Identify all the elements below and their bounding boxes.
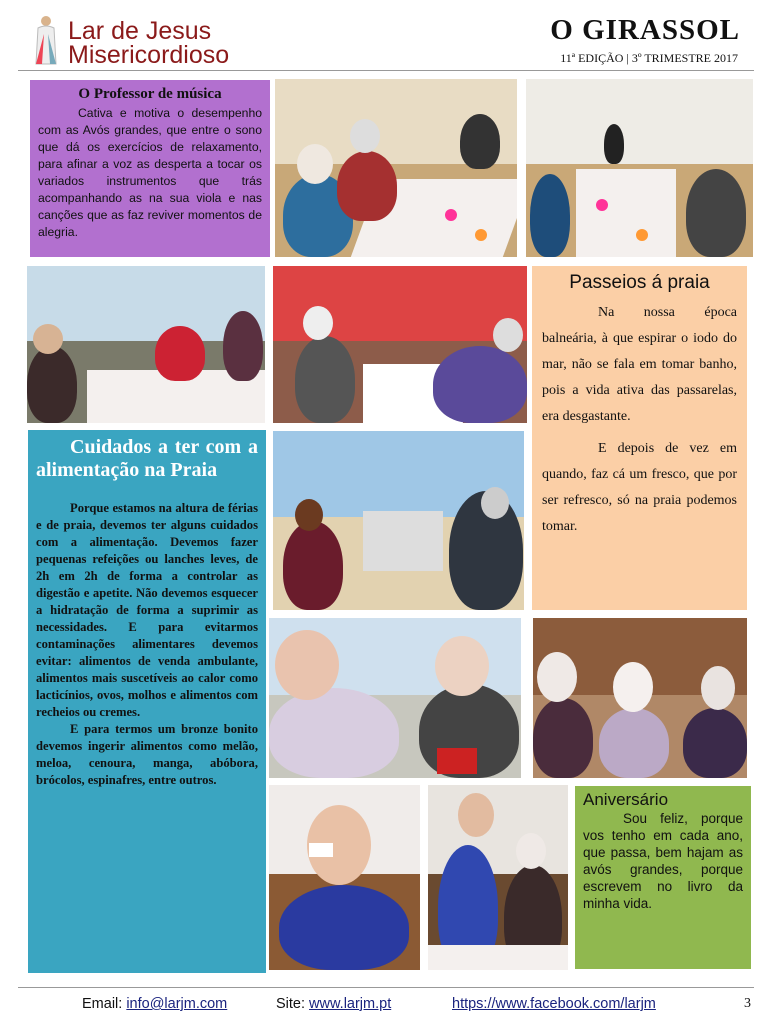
site-link[interactable]: www.larjm.pt (309, 996, 392, 1012)
site-label: Site: (276, 996, 306, 1012)
footer-divider (18, 987, 754, 988)
photo-ladies-outdoor (269, 618, 521, 778)
photo-ladies-indoor (533, 618, 747, 778)
organization-name-line2: Misericordioso (68, 41, 230, 69)
photo-beach-cafe-1 (27, 266, 265, 423)
photo-birthday-lady-card (269, 785, 420, 970)
page-number: 3 (744, 996, 751, 1011)
footer-facebook (452, 996, 656, 1012)
facebook-link[interactable]: https://www.facebook.com/larjm (452, 996, 656, 1012)
header-divider (18, 70, 754, 71)
edition-line: 11ª EDIÇÃO | 3º TRIMESTRE 2017 (560, 51, 738, 65)
jesus-figure-logo (32, 14, 60, 66)
email-link[interactable]: info@larjm.com (126, 996, 228, 1012)
beach-walks-box (532, 266, 747, 610)
birthday-text: Sou feliz, porque vos tenho em cada ano, que passa, bem hajam as avós grandes, porque escrevem no livro da minha vida. (583, 811, 743, 911)
photo-music-session-1 (275, 79, 517, 257)
birthday-box (575, 786, 751, 969)
music-teacher-box (30, 80, 270, 257)
music-text: Cativa e motiva o desempenho com as Avós grandes, que entre o sono que dá os exercícios de relaxamento, para afinar a voz as desperta a tocar os variados instrumentos que trás acompanhando as na sua viola e nas canções que as faz reviver momentos de alegria. (38, 106, 262, 239)
footer-site (276, 996, 391, 1012)
photo-music-session-2 (526, 79, 753, 257)
beach-food-care-box (28, 430, 266, 973)
photo-beach-terrace (273, 431, 524, 610)
email-label: Email: (82, 996, 123, 1012)
newsletter-title: O GIRASSOL (550, 14, 740, 46)
food-paragraph-1: Porque estamos na altura de férias e de praia, devemos ter alguns cuidados com a alimentação. Devemos fazer pequenas refeições ou lanches leves, de 2h em 2h de forma a controlar as digestão e apetite. Não devemos esquecer a hidratação de forma a suprimir as necessidades. E para evitarmos contaminações alimentares devemos evitar: alimentos de venda ambulante, alimentos mais suscetíveis ao calor como lacticínios, ovos, molhos e alimentos com recheios ou cremes. (36, 501, 258, 719)
birthday-title: Aniversário (583, 790, 669, 809)
music-title: O Professor de música (78, 86, 222, 102)
beach-paragraph-2: E depois de vez em quando, faz cá um fresco, que por ser refresco, só na praia podemos tomar. (542, 441, 737, 534)
food-title: Cuidados a ter com a alimentação na Praia (36, 436, 258, 481)
beach-paragraph-1: Na nossa época balneária, à que espirar o iodo do mar, não se fala em tomar banho, pois a vida ativa das passarelas, era desgastante. (542, 305, 737, 424)
food-paragraph-2: E para termos um bronze bonito devemos ingerir alimentos como melão, meloa, cenoura, manga, abóbora, brócolos, espinafres, entre outros. (36, 722, 258, 787)
footer-email (82, 996, 227, 1012)
beach-title: Passeios á praia (569, 272, 710, 293)
organization-name-line1: Lar de Jesus (68, 17, 212, 45)
photo-beach-cafe-2 (273, 266, 527, 423)
photo-birthday-two-ladies (428, 785, 568, 970)
